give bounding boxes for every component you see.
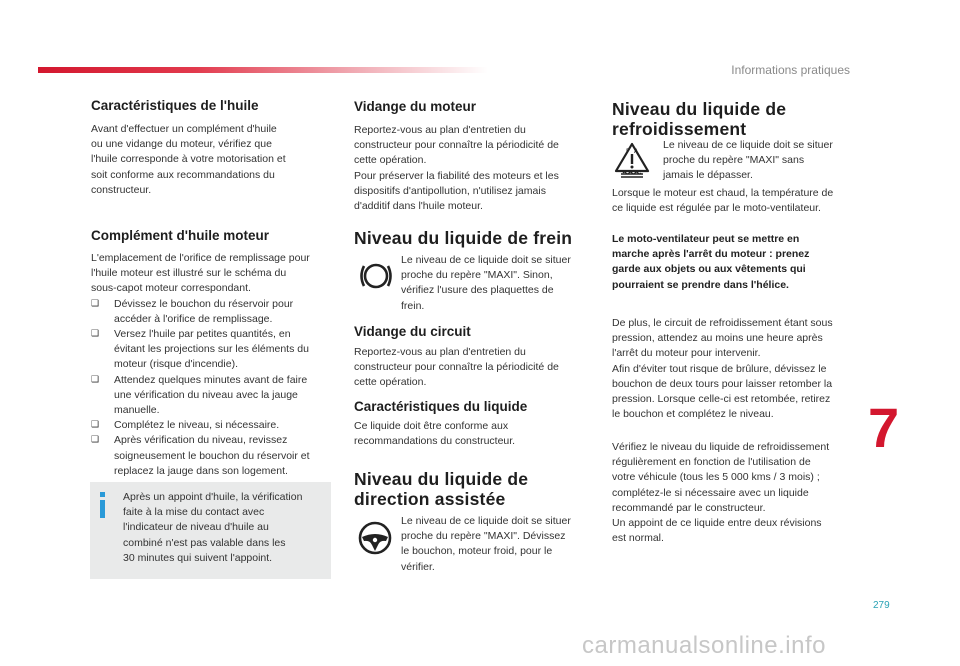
steering-wheel-icon — [357, 520, 393, 556]
direction-text: Le niveau de ce liquide doit se situer proche du repère "MAXI". Dévissez le bouchon, moteur froid, pour le vérifier. — [401, 515, 571, 573]
column-2 — [354, 99, 599, 214]
info-text: Après un appoint d'huile, la vérification faite à la mise du contact avec l'indicateur de niveau d'huile au combiné n'est pas valable dans les 30 minutes qui suivent l'appoint. — [123, 491, 303, 564]
refroidissement-text-2: De plus, le circuit de refroidissement étant sous pression, attendez au moins une heure après l'arrêt du moteur pour intervenir. Afin d'éviter tout risque de brûlure, dévissez le bouchon de deux tours pour laisser retomber la pression. Lorsque celle-ci est retombée, retirez le bouchon et complétez le niveau. — [612, 317, 833, 421]
page-number: 279 — [873, 600, 890, 611]
svg-text:A: A — [634, 148, 639, 155]
list-item: ❑ Versez l'huile par petites quantités, en évitant les projections sur les éléments du moteur (risque d'incendie). — [91, 328, 309, 371]
svg-text:F: F — [626, 148, 630, 155]
coolant-warning-icon — [612, 141, 652, 181]
chapter-number: 7 — [868, 396, 900, 459]
complement-title: Complément d'huile moteur — [91, 228, 269, 244]
brake-fluid-icon — [358, 258, 394, 294]
refroidissement-icon-text: Le niveau de ce liquide doit se situer proche du repère "MAXI" sans jamais le dépasser. — [663, 139, 833, 182]
bullet-icon: ❑ — [91, 298, 100, 309]
refroidissement-text-1: Lorsque le moteur est chaud, la température de ce liquide est régulée par le moto-ventilateur. — [612, 187, 834, 215]
huile-text: Avant d'effectuer un complément d'huile ou une vidange du moteur, vérifiez que l'huile corresponde à votre motorisation et soit conforme aux recommandations du constructeur. — [91, 123, 286, 196]
liquide-title: Caractéristiques du liquide — [354, 399, 528, 414]
refroidissement-title: Niveau du liquide de refroidissement — [612, 99, 787, 139]
complement-text: L'emplacement de l'orifice de remplissage pour l'huile moteur est illustré sur le schéma du sous-capot moteur correspondant. — [91, 252, 310, 295]
bullet-icon: ❑ — [91, 420, 100, 431]
steps-list — [91, 297, 341, 479]
column-1 — [91, 98, 341, 479]
list-item: ❑ Attendez quelques minutes avant de faire une vérification du niveau avec la jauge manuelle. — [91, 373, 308, 417]
frein-title: Niveau du liquide de frein — [354, 228, 573, 248]
list-item: ❑ Dévissez le bouchon du réservoir pour accéder à l'orifice de remplissage. — [91, 297, 294, 325]
watermark: carmanualsonline.info — [582, 632, 826, 659]
list-item: ❑ Après vérification du niveau, revissez soigneusement le bouchon du réservoir et replacez la jauge dans son logement. — [91, 434, 310, 477]
info-icon — [100, 492, 105, 518]
list-item: ❑ Complétez le niveau, si nécessaire. — [91, 418, 341, 433]
info-box — [90, 482, 331, 579]
frein-text: Le niveau de ce liquide doit se situer proche du repère "MAXI". Sinon, vérifiez l'usure des plaquettes de frein. — [401, 254, 571, 312]
huile-title: Caractéristiques de l'huile — [91, 98, 259, 113]
vidange-circuit-text: Reportez-vous au plan d'entretien du constructeur pour connaître la périodicité de cette opération. — [354, 346, 559, 389]
bullet-icon: ❑ — [91, 374, 100, 385]
vidange-circuit-title: Vidange du circuit — [354, 324, 471, 339]
fan-warning-text: Le moto-ventilateur peut se mettre en marche après l'arrêt du moteur : prenez garde aux objets ou aux vêtements qui pourraient se prendre dans l'hélice. — [612, 233, 810, 291]
bullet-icon: ❑ — [91, 435, 100, 446]
header-accent-bar — [38, 67, 488, 73]
liquide-text: Ce liquide doit être conforme aux recommandations du constructeur. — [354, 420, 516, 448]
section-header: Informations pratiques — [731, 63, 850, 77]
vidange-moteur-title: Vidange du moteur — [354, 99, 477, 114]
bullet-icon: ❑ — [91, 329, 100, 340]
vidange-moteur-text: Reportez-vous au plan d'entretien du constructeur pour connaître la périodicité de cette opération. Pour préserver la fiabilité des moteurs et les dispositifs d'antipollution, n'utilisez jamais d'additif dans l'huile moteur. — [354, 124, 559, 213]
refroidissement-text-3: Vérifiez le niveau du liquide de refroidissement régulièrement en fonction de l'utilisation de votre véhicule (tous les 5 000 kms / 3 mois) ; complétez-le si nécessaire avec un liquide recommandé par le constructeur. Un appoint de ce liquide entre deux révisions est normal. — [612, 441, 830, 545]
direction-title: Niveau du liquide de direction assistée — [354, 469, 529, 509]
